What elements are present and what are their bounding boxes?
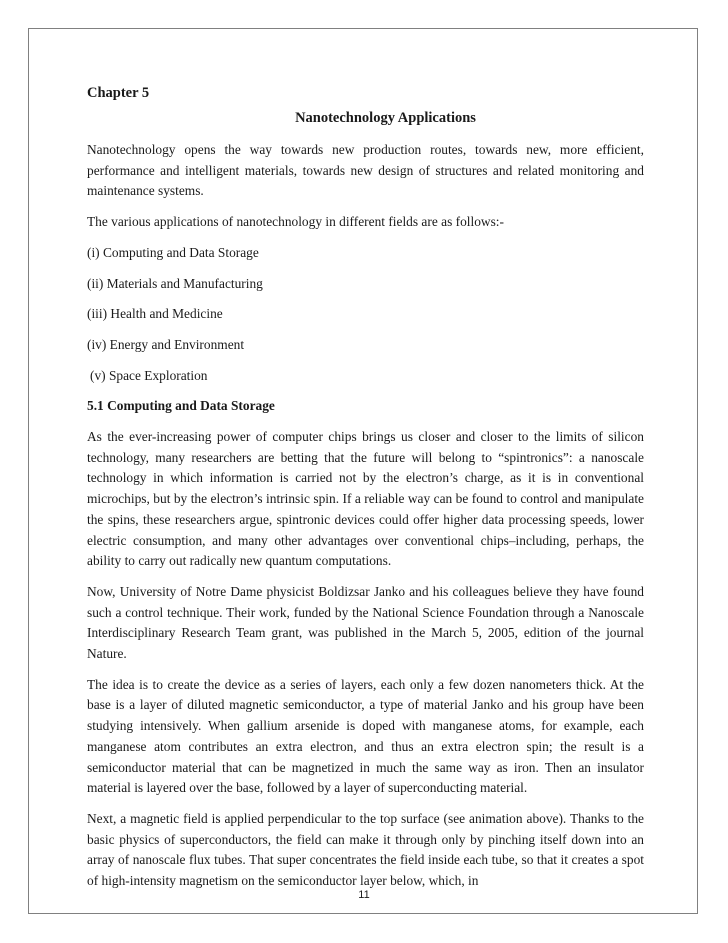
field-item-space: (v) Space Exploration [90, 367, 208, 383]
intro-paragraph: Nanotechnology opens the way towards new production routes, towards new, more efficient, performance and intelligent materials, towards new design of structures and related monitoring and maintenance systems. [87, 142, 644, 199]
section-heading: 5.1 Computing and Data Storage [87, 398, 275, 414]
field-item-energy: (iv) Energy and Environment [87, 336, 245, 352]
field-item-materials: (ii) Materials and Manufacturing [87, 275, 263, 291]
paragraph-notre-dame: Now, University of Notre Dame physicist Boldizsar Janko and his colleagues believe they have found such a control technique. Their work, funded by the National Science Foundation through a Nanoscale Interdisciplinary Research Team grant, was published in the March 5, 2005, edition of the journal Nature. [87, 583, 644, 662]
list-intro: The various applications of nanotechnology in different fields are as follows:- [87, 214, 504, 230]
chapter-label: Chapter 5 [87, 85, 150, 101]
paragraph-magnetic-field: Next, a magnetic field is applied perpendicular to the top surface (see animation above). Thanks to the basic physics of superconductors, the field can make it through only by pinching itself down into an array of nanoscale flux tubes. That super concentrates the field inside each tube, so that it creates a spot of high-intensity magnetism on the semiconductor layer below, which, in [87, 810, 644, 889]
field-item-computing: (i) Computing and Data Storage [87, 244, 259, 260]
chapter-title: Nanotechnology Applications [295, 110, 476, 126]
field-item-health: (iii) Health and Medicine [87, 306, 223, 322]
paragraph-spintronics: As the ever-increasing power of computer chips brings us closer and closer to the limits of silicon technology, many researchers are betting that the future will belong to “spintronics”: a nanoscale technology in which information is carried not by the electron’s charge, as it is in conventional microchips, but by the electron’s intrinsic spin. If a reliable way can be found to control and manipulate the spins, these researchers argue, spintronic devices could offer higher data processing speeds, lower electric consumption, and many other advantages over conventional chips–including, perhaps, the ability to carry out radically new quantum computations. [87, 429, 644, 569]
paragraph-device-layers: The idea is to create the device as a series of layers, each only a few dozen nanometers thick. At the base is a layer of diluted magnetic semiconductor, a type of material Janko and his group have been studying intensively. When gallium arsenide is doped with manganese atoms, for example, each manganese atom contributes an extra electron, and thus an extra electron spin; the result is a semiconductor material that can be magnetized in much the same way as iron. Then an insulator material is layered over the base, followed by a layer of superconducting material. [87, 676, 644, 796]
document-body [87, 83, 644, 892]
page-number: 11 [358, 889, 370, 901]
